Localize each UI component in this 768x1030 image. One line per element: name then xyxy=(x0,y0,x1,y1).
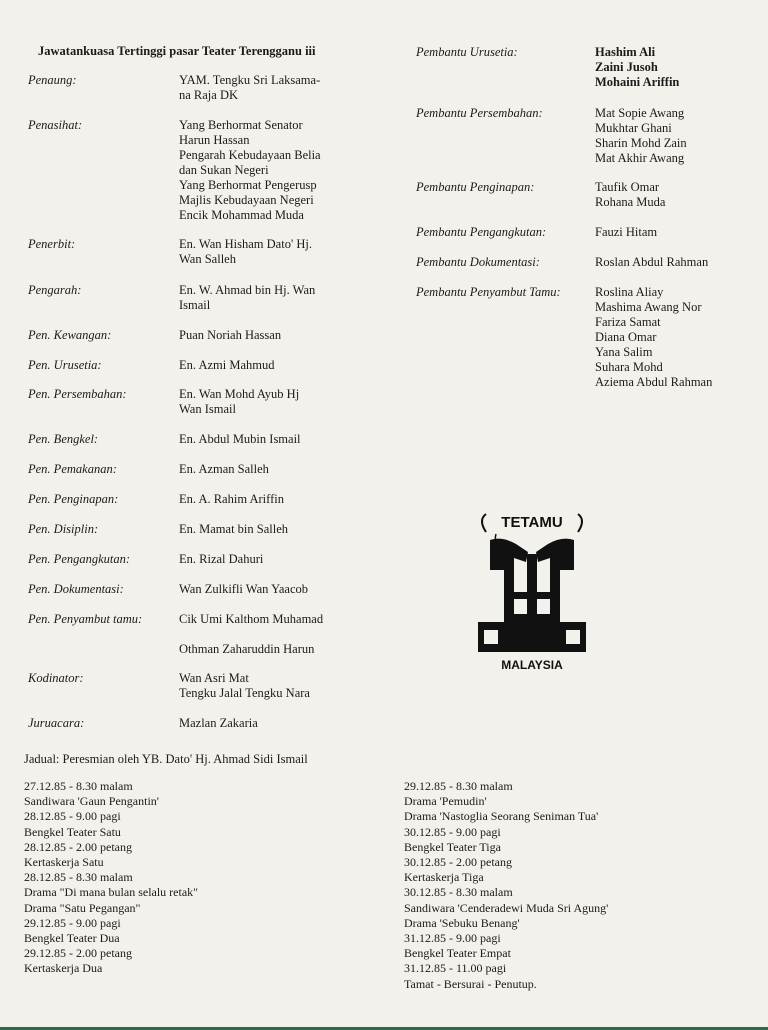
schedule-line: 30.12.85 - 8.30 malam xyxy=(404,885,513,900)
role-label: Pembantu Penyambut Tamu: xyxy=(416,285,561,299)
schedule-line: Bengkel Teater Empat xyxy=(404,946,511,961)
schedule-line: Drama 'Nastoglia Seorang Seniman Tua' xyxy=(404,809,599,824)
schedule-line: 28.12.85 - 2.00 petang xyxy=(24,839,132,854)
schedule-line: Bengkel Teater Satu xyxy=(24,824,121,839)
member-names: En. Rizal Dahuri xyxy=(179,552,264,566)
member-names: YAM. Tengku Sri Laksama- na Raja DK xyxy=(179,73,321,102)
schedule-right-column xyxy=(404,779,608,992)
member-names: En. A. Rahim Ariffin xyxy=(179,492,284,506)
member-names: Roslina Aliay Mashima Awang Nor Fariza Samat Diana Omar Yana Salim Suhara Mohd Aziema Abdul Rahman xyxy=(595,285,713,389)
role-label: Pen. Persembahan: xyxy=(28,387,127,401)
member-names: Fauzi Hitam xyxy=(595,225,658,239)
member-names: En. Azmi Mahmud xyxy=(179,358,275,372)
role-label: Pembantu Penginapan: xyxy=(416,180,535,194)
schedule-left-column xyxy=(24,779,198,977)
logo-left-bracket xyxy=(482,514,486,532)
member-names: Cik Umi Kalthom Muhamad xyxy=(179,612,324,626)
role-label: Pembantu Persembahan: xyxy=(416,106,543,120)
role-label: Pembantu Urusetia: xyxy=(416,45,518,59)
role-label: Pengarah: xyxy=(28,283,82,297)
logo-base-cutout xyxy=(566,630,580,644)
schedule-line: Drama "Satu Pegangan" xyxy=(24,900,141,915)
schedule-line: Bengkel Teater Dua xyxy=(24,931,120,946)
schedule-line: Sandiwara 'Gaun Pengantin' xyxy=(24,794,159,809)
role-label: Pen. Penginapan: xyxy=(28,492,119,506)
role-label: Pen. Disiplin: xyxy=(28,522,99,536)
member-names: Yang Berhormat Senator Harun Hassan Pengarah Kebudayaan Belia dan Sukan Negeri Yang Berhormat Pengerusp Majlis Kebudayaan Negeri Encik Mohammad Muda xyxy=(179,118,321,222)
schedule-line: Tamat - Bersurai - Penutup. xyxy=(404,976,537,991)
role-label: Pen. Kewangan: xyxy=(28,328,112,342)
member-names: Othman Zaharuddin Harun xyxy=(179,642,315,656)
committee-title: Jawatankuasa Tertinggi pasar Teater Terengganu iii xyxy=(38,44,316,58)
member-names: Mazlan Zakaria xyxy=(179,716,258,730)
member-names: Hashim Ali Zaini Jusoh Mohaini Ariffin xyxy=(595,45,680,89)
member-names: En. Wan Mohd Ayub Hj Wan Ismail xyxy=(179,387,300,416)
member-names: En. Wan Hisham Dato' Hj. Wan Salleh xyxy=(179,237,312,266)
role-label: Pen. Dokumentasi: xyxy=(28,582,124,596)
schedule-heading: Jadual: Peresmian oleh YB. Dato' Hj. Ahmad Sidi Ismail xyxy=(24,752,308,766)
role-label: Penaung: xyxy=(28,73,77,87)
schedule-line: 29.12.85 - 8.30 malam xyxy=(404,779,513,793)
role-label: Penasihat: xyxy=(28,118,83,132)
schedule-line: Drama 'Sebuku Benang' xyxy=(404,915,520,930)
role-label: Pembantu Pengangkutan: xyxy=(416,225,547,239)
member-names: En. Abdul Mubin Ismail xyxy=(179,432,301,446)
schedule-line: 30.12.85 - 2.00 petang xyxy=(404,855,512,870)
logo-bottom-text: MALAYSIA xyxy=(501,658,563,672)
schedule-line: Kertaskerja Dua xyxy=(24,961,103,976)
role-label: Pembantu Dokumentasi: xyxy=(416,255,540,269)
logo-right-bracket xyxy=(578,514,582,532)
schedule-line: 29.12.85 - 9.00 pagi xyxy=(24,915,121,930)
role-label: Juruacara: xyxy=(28,716,85,730)
schedule-line: Drama 'Pemudin' xyxy=(404,794,487,809)
role-label: Pen. Bengkel: xyxy=(28,432,99,446)
member-names: Wan Asri Mat Tengku Jalal Tengku Nara xyxy=(179,671,310,700)
role-label: Pen. Pengangkutan: xyxy=(28,552,131,566)
schedule-line: 31.12.85 - 9.00 pagi xyxy=(404,931,501,946)
member-names: En. W. Ahmad bin Hj. Wan Ismail xyxy=(179,283,316,312)
role-label: Pen. Urusetia: xyxy=(28,358,102,372)
logo-base-cutout xyxy=(484,630,498,644)
schedule-line: Drama "Di mana bulan selalu retak" xyxy=(24,885,199,900)
schedule-line: 30.12.85 - 9.00 pagi xyxy=(404,824,501,839)
member-names: En. Azman Salleh xyxy=(179,462,269,476)
member-names: Wan Zulkifli Wan Yaacob xyxy=(179,582,308,596)
member-names: En. Mamat bin Salleh xyxy=(179,522,289,536)
schedule-line: Kertaskerja Satu xyxy=(24,855,104,870)
tetamu-malaysia-logo xyxy=(476,510,588,675)
schedule-line: 27.12.85 - 8.30 malam xyxy=(24,779,133,793)
logo-top-text: TETAMU xyxy=(501,514,563,531)
role-label: Pen. Pemakanan: xyxy=(28,462,117,476)
role-label: Pen. Penyambut tamu: xyxy=(28,612,143,626)
schedule-line: Bengkel Teater Tiga xyxy=(404,839,501,854)
schedule-line: Kertaskerja Tiga xyxy=(404,870,484,885)
schedule-line: 28.12.85 - 8.30 malam xyxy=(24,870,133,885)
schedule-line: 28.12.85 - 9.00 pagi xyxy=(24,809,121,824)
member-names: Mat Sopie Awang Mukhtar Ghani Sharin Mohd Zain Mat Akhir Awang xyxy=(595,106,687,165)
member-names: Puan Noriah Hassan xyxy=(179,328,282,342)
role-label: Penerbit: xyxy=(28,237,76,251)
schedule-line: 31.12.85 - 11.00 pagi xyxy=(404,961,507,976)
member-names: Roslan Abdul Rahman xyxy=(595,255,709,269)
schedule-line: Sandiwara 'Cenderadewi Muda Sri Agung' xyxy=(404,900,609,915)
role-label: Kodinator: xyxy=(28,671,84,685)
schedule-line: 29.12.85 - 2.00 petang xyxy=(24,946,132,961)
member-names: Taufik Omar Rohana Muda xyxy=(595,180,666,209)
